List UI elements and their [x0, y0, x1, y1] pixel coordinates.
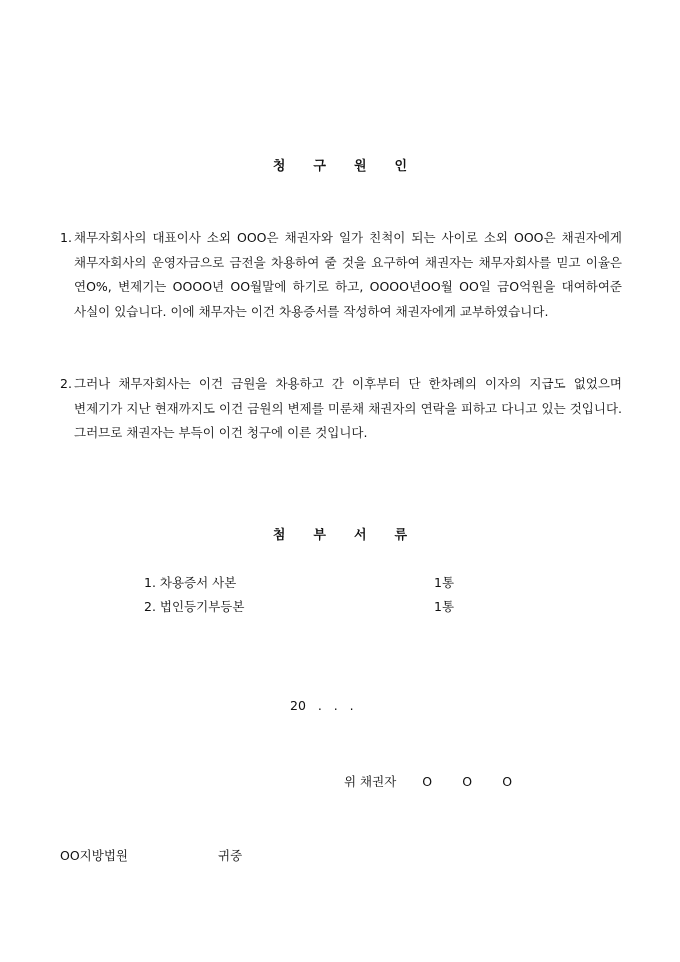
signer-name-mark: O: [422, 774, 433, 789]
court-name: OO지방법원: [60, 848, 128, 863]
attachment-count: 1통: [434, 575, 455, 590]
claim-item-2-text: 그러나 채무자회사는 이건 금원을 차용하고 간 이후부터 단 한차례의 이자의 지급도 없었으며 변제기가 지난 현재까지도 이건 금원의 변제를 미룬채 채권자의 연락을 피하고 다니고 있는 것입니다. 그러므로 채권자는 부득이 이건 청구에 이른 것입니다.: [74, 376, 622, 440]
claim-item-1-number: 1.: [60, 230, 72, 245]
court-suffix: 귀중: [218, 848, 243, 863]
claim-cause-heading: 청구원인: [272, 159, 436, 174]
claim-item-2-number: 2.: [60, 376, 72, 391]
signature-line: [344, 772, 542, 790]
attachments-heading: 첨부서류: [272, 528, 436, 543]
attachment-count: 1통: [434, 599, 455, 614]
court-address: [60, 846, 243, 864]
signer-name-mark: O: [462, 774, 473, 789]
attachment-label: 1. 차용증서 사본: [144, 575, 237, 590]
document-date: 20 . . .: [290, 698, 354, 713]
signer-name: [422, 774, 542, 789]
signer-role: 위 채권자: [344, 774, 397, 789]
signer-name-mark: O: [502, 774, 513, 789]
attachment-label: 2. 법인등기부등본: [144, 599, 245, 614]
claim-item-2: [60, 372, 622, 446]
claim-item-1-text: 채무자회사의 대표이사 소외 OOO은 채권자와 일가 친척이 되는 사이로 소외 OOO은 채권자에게 채무자회사의 운영자금으로 금전을 차용하여 줄 것을 요구하여 채권자는 채무자회사를 믿고 이율은 연O%, 변제기는 OOOO년 OO월말에 하기로 하고, OOOO년OO월 OO일 금O억원을 대여하여준 사실이 있습니다. 이에 채무자는 이건 차용증서를 작성하여 채권자에게 교부하였습니다.: [74, 230, 622, 319]
claim-item-1: [60, 226, 622, 324]
